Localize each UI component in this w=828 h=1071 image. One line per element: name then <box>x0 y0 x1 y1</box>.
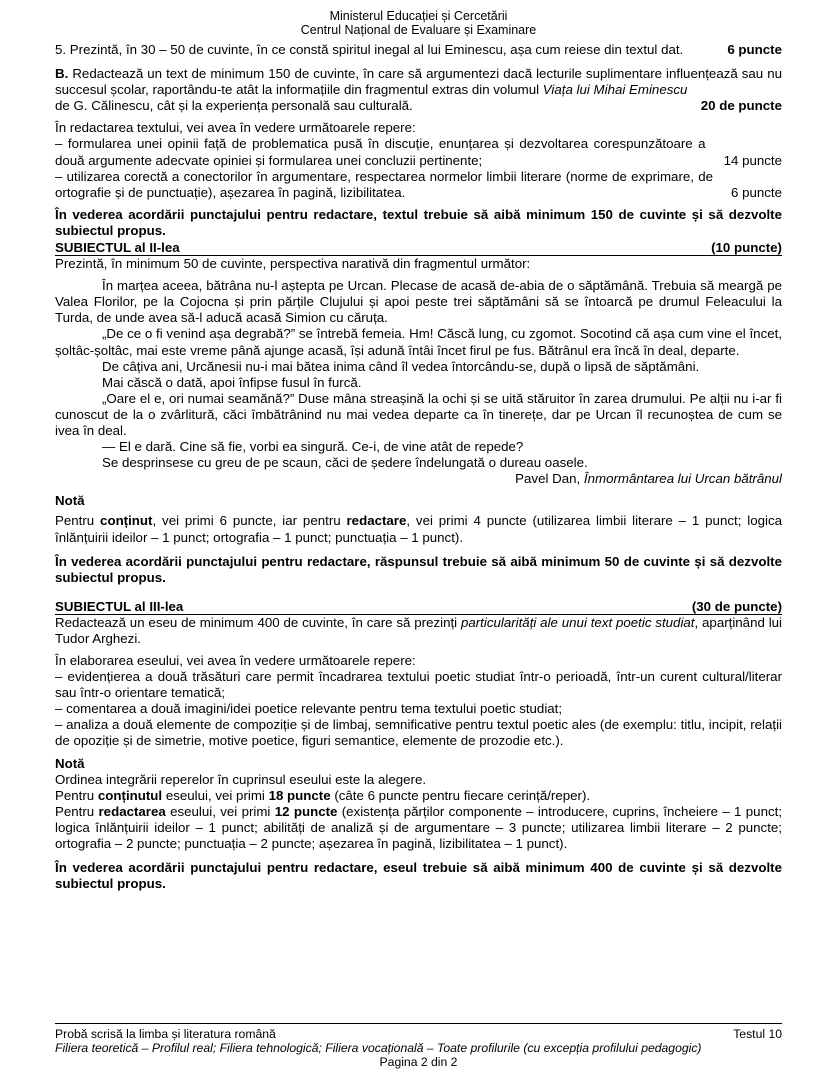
part-b-text1: Redactează un text de minimum 150 de cuvinte, în care să argumentezi dacă lecturile suplimentare influențează sau nu succesul școlar, raportându-te atât la informațiile din fragmentul extras din volumul <box>55 66 782 98</box>
section-3-reper-3: – analiza a două elemente de compoziție și de limbaj, semnificative pentru textul poetic ales (de exemplu: titlu, incipit, relații de opoziție și de simetrie, motive poetice, figuri semantice, elemente de prozodie etc.). <box>55 717 782 749</box>
item-5-points: 6 puncte <box>727 42 782 57</box>
section-3-note: În vederea acordării punctajului pentru redactare, eseul trebuie să aibă minimum 400 de cuvinte și să dezvolte subiectul propus. <box>55 860 782 892</box>
nota-bold-redactare: redactare <box>346 513 407 529</box>
excerpt-paragraph-1: În marțea aceea, bătrâna nu-l aștepta pe Urcan. Plecase de acasă de-abia de o săptămână. Trebuia să meargă pe Valea Florilor, pe la Cojocna și prin părțile Clujului și apoi peste trei săptămâni să se întoarcă pe drumul Feleacului la Turda, de unde avea să-l aducă acasă Simion cu căruța. <box>55 278 782 326</box>
excerpt-author: Pavel Dan, <box>515 471 584 487</box>
excerpt-work: Înmormântarea lui Urcan bătrânul <box>583 471 782 487</box>
section-2-heading <box>55 240 782 256</box>
excerpt-paragraph-5: „Oare el e, ori numai seamănă?” Duse mâna streașină la ochi și se uită stăruitor în zarea drumului. Pe alții nu i-ar fi cunoscut de la o zvârlitură, căci îmbătrânind nu mai vedea departe ca în tinerețe, dar pe Urcan îl recunoștea de cum se ivea în deal. <box>55 390 782 438</box>
excerpt-paragraph-3: De câțiva ani, Urcănesii nu-i mai bătea inima când îl vedea întorcându-se, după o lipsă de săptămâni. <box>102 358 700 374</box>
section-2-points: (10 puncte) <box>711 240 782 256</box>
n2-text-2: eseului, vei primi <box>162 787 269 803</box>
excerpt-paragraph-4: Mai căscă o dată, apoi înfipse fusul în furcă. <box>102 374 362 390</box>
part-b-points: 20 de puncte <box>700 98 782 114</box>
section-3-task-1: Redactează un eseu de minimum 400 de cuvinte, în care să prezinți <box>55 614 461 630</box>
page-header <box>55 9 782 37</box>
section-3-title: SUBIECTUL al III-lea <box>55 598 184 614</box>
section-3-nota-line-1: Ordinea integrării reperelor în cuprinsul eseului este la alegere. <box>55 771 427 787</box>
part-b-reper-1-text: – formularea unei opinii față de problematica pusă în discuție, enunțarea și dezvoltarea corespunzătoare a două argumente adecvate opiniei și formularea unei concluzii pertinente; <box>55 136 706 168</box>
part-b-note: În vederea acordării punctajului pentru redactare, textul trebuie să aibă minimum 150 de cuvinte și să dezvolte subiectul propus. <box>55 206 782 238</box>
footer-filiera: Filiera teoretică – Profilul real; Filiera tehnologică; Filiera vocațională – Toate profilurile (cu excepția profilului pedagogic) <box>55 1041 702 1055</box>
section-3-reper-2: – comentarea a două imagini/idei poetice relevante pentru tema textului poetic studiat; <box>55 701 563 717</box>
ministry-name: Ministerul Educației și Cercetării <box>329 9 508 23</box>
section-3-nota-line-3 <box>55 804 782 852</box>
section-3-nota-line-2 <box>55 788 782 804</box>
section-2-note: În vederea acordării punctajului pentru redactare, răspunsul trebuie să aibă minimum 50 de cuvinte și să dezvolte subiectul propus. <box>55 553 782 585</box>
section-3-points: (30 de puncte) <box>691 598 782 614</box>
book-title: Viața lui Mihai Eminescu <box>542 82 688 98</box>
part-b-reper-2-points: 6 puncte <box>730 184 782 200</box>
section-2-title: SUBIECTUL al II-lea <box>55 240 180 256</box>
part-b-reper-2-text: – utilizarea corectă a conectorilor în argumentare, respectarea normelor limbii literare (norme de exprimare, de ortografie și de punctuație), așezarea în pagină, lizibilitatea. <box>55 168 713 200</box>
page-content <box>55 42 782 892</box>
footer-exam-name: Probă scrisă la limba și literatura română <box>55 1027 276 1041</box>
part-b-text2: de G. Călinescu, cât și la experiența personală sau culturală. <box>55 98 413 114</box>
footer-page-number: Pagina 2 din 2 <box>379 1055 458 1069</box>
section-3-task-italic: particularități ale unui text poetic studiat <box>460 614 695 630</box>
n2-bold-2: 18 puncte <box>268 787 331 803</box>
section-3-reper-1: – evidențierea a două trăsături care permit încadrarea textului poetic studiat într-o perioadă, într-un curent cultural/literar sau într-o orientare tematică; <box>55 669 782 701</box>
part-b-task <box>55 66 782 98</box>
n3-bold-1: redactarea <box>98 803 166 819</box>
nota-text-2: , vei primi 6 puncte, iar pentru <box>152 513 347 529</box>
section-3-task-2: , aparținând lui Tudor Arghezi. <box>55 614 783 646</box>
center-name: Centrul Național de Evaluare și Examinare <box>300 23 537 37</box>
section-3-task <box>55 615 782 647</box>
section-3-heading <box>55 599 782 615</box>
section-2-nota-title: Notă <box>55 493 85 509</box>
n3-text-2: eseului, vei primi <box>165 803 275 819</box>
part-b-reper-intro: În redactarea textului, vei avea în vedere următoarele repere: <box>55 120 416 136</box>
item-5 <box>55 42 782 58</box>
nota-bold-content: conținut <box>100 513 153 529</box>
item-5-text: 5. Prezintă, în 30 – 50 de cuvinte, în ce constă spiritul inegal al lui Eminescu, așa cum reiese din textul dat. <box>55 42 684 57</box>
n2-bold-1: conținutul <box>97 787 163 803</box>
part-b-task-end <box>55 98 782 114</box>
nota-text-1: Pentru <box>55 513 101 529</box>
n3-text-3: (existența părților componente – introducere, cuprins, încheiere – 1 punct; logica înlănțuirii ideilor – 1 punct; abilități de analiză și de argumentare – 3 puncte; utilizarea limbii literare – 2 puncte; ortografia – 2 puncte; punctuația – 2 puncte; așezarea în pagină, lizibilitatea – 1 punct). <box>55 803 782 852</box>
excerpt-paragraph-6: — El e dară. Cine să fie, vorbi ea singură. Ce-i, de vine atât de repede? <box>102 439 524 455</box>
section-2-nota-text <box>55 513 782 545</box>
n3-text-1: Pentru <box>55 803 99 819</box>
nota-text-3: , vei primi 4 puncte (utilizarea limbii literare – 1 punct; logica înlănțuirii ideilor – 1 punct; ortografia – 1 punct; punctuația – 1 punct). <box>55 513 782 545</box>
section-3-nota-title: Notă <box>55 755 85 771</box>
part-b-label: B. <box>55 66 69 82</box>
part-b-reper-1 <box>55 136 782 168</box>
section-2-task: Prezintă, în minimum 50 de cuvinte, perspectiva narativă din fragmentul următor: <box>55 256 531 272</box>
excerpt-paragraph-2: „De ce o fi venind așa degrabă?” se întrebă femeia. Hm! Căscă lung, cu zgomot. Socotind că așa cum vine el încet, șoltâc-șoltâc, mai este vreme până ajunge acasă, își adună întâi încet firul pe fus. Bătrânul era încă în deal, departe. <box>55 326 782 358</box>
footer-test-number: Testul 10 <box>733 1027 782 1041</box>
n3-bold-2: 12 puncte <box>274 803 338 819</box>
section-3-reper-intro: În elaborarea eseului, vei avea în vedere următoarele repere: <box>55 653 416 668</box>
part-b-reper-1-points: 14 puncte <box>723 152 782 168</box>
n2-text-3: (câte 6 puncte pentru fiecare cerință/reper). <box>330 787 591 803</box>
n2-text-1: Pentru <box>55 787 98 803</box>
excerpt-source <box>55 471 782 487</box>
page-footer <box>55 1023 782 1069</box>
footer-row-1 <box>55 1027 782 1041</box>
excerpt-paragraph-7: Se desprinsese cu greu de pe scaun, căci de ședere îndelungată o dureau oasele. <box>102 455 588 471</box>
part-b-reper-2 <box>55 169 782 201</box>
